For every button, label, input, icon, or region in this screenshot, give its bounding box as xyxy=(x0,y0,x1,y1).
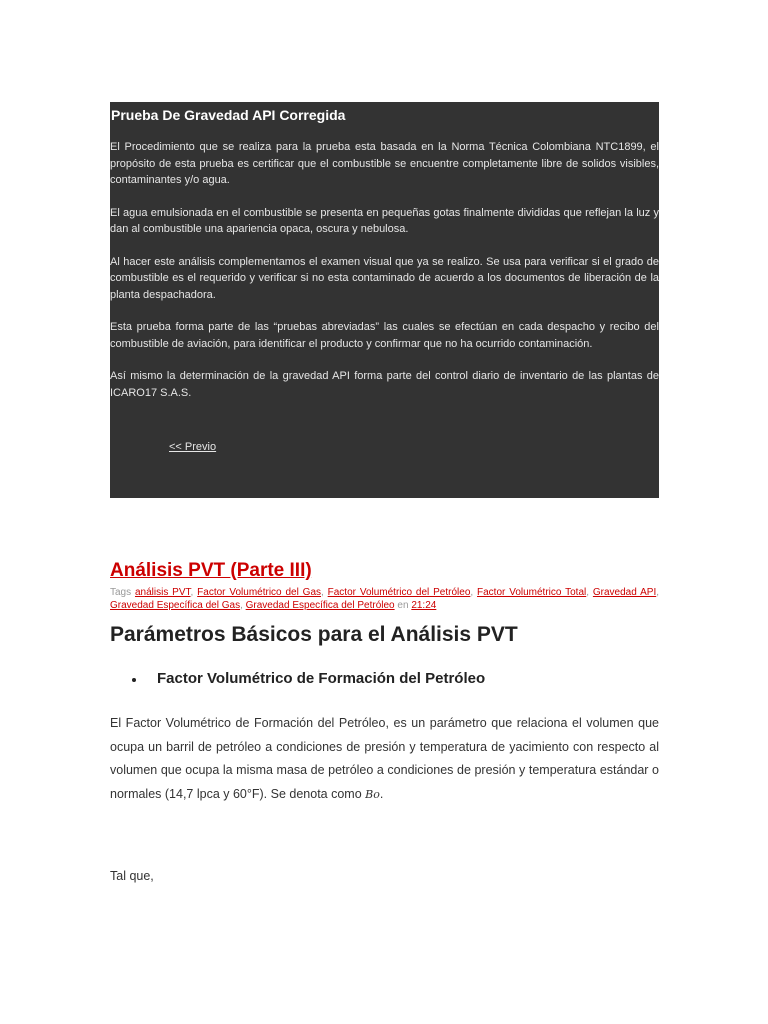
bullet-text: Factor Volumétrico de Formación del Petróleo xyxy=(157,670,486,687)
body-paragraph xyxy=(110,712,659,806)
tag-link-factor-volumetrico-petroleo[interactable]: Factor Volumétrico del Petróleo xyxy=(327,587,471,598)
api-gravity-box xyxy=(110,102,659,498)
tag-link-analisis-pvt[interactable]: análisis PVT xyxy=(134,587,191,598)
bullet-item xyxy=(110,670,485,687)
tag-link-factor-volumetrico-total[interactable]: Factor Volumétrico Total xyxy=(477,587,587,598)
box-paragraph-4: Esta prueba forma parte de las “pruebas abreviadas” las cuales se efectúan en cada despacho y recibo del combustible de aviación, para identificar el producto y confirmar que no ha ocurrido contaminación. xyxy=(110,321,659,350)
en-label: en xyxy=(397,600,409,611)
tag-link-gravedad-especifica-gas[interactable]: Gravedad Específica del Gas xyxy=(110,600,241,611)
bullet-list xyxy=(110,670,485,687)
box-paragraph-2: El agua emulsionada en el combustible se presenta en pequeñas gotas finalmente divididas que reflejan la luz y dan al combustible una apariencia opaca, oscura y nebulosa. xyxy=(110,206,659,235)
tag-link-gravedad-especifica-petroleo[interactable]: Gravedad Específica del Petróleo xyxy=(245,600,395,611)
box-paragraph-3: Al hacer este análisis complementamos el examen visual que ya se realizo. Se usa para verificar si el grado de combustible es el requerido y verificar si no esta contaminado de acuerdo a los documentos de liberación de la planta despachadora. xyxy=(110,255,659,301)
tag-link-gravedad-api[interactable]: Gravedad API xyxy=(592,587,657,598)
box-paragraph-5: Así mismo la determinación de la gravedad API forma parte del control diario de inventario de las plantas de ICARO17 S.A.S. xyxy=(110,370,659,399)
bo-symbol: Bo xyxy=(365,787,380,801)
tal-que-text: Tal que, xyxy=(110,869,154,883)
section-heading: Parámetros Básicos para el Análisis PVT xyxy=(110,623,518,646)
tag-link-factor-volumetrico-gas[interactable]: Factor Volumétrico del Gas xyxy=(197,587,321,598)
box-paragraph-1: El Procedimiento que se realiza para la prueba esta basada en la Norma Técnica Colombiana NTC1899, el propósito de esta prueba es certificar que el combustible se encuentre completamente libre de solidos visibles, contaminantes y/o agua. xyxy=(110,141,659,186)
tags-label: Tags xyxy=(110,587,132,598)
previous-link[interactable]: << Previo xyxy=(169,441,217,453)
body-text: El Factor Volumétrico de Formación del Petróleo, es un parámetro que relaciona el volumen que ocupa un barril de petróleo a condiciones de presión y temperatura de yacimiento con respecto al volumen que ocupa la misma masa de petróleo a condiciones de presión y temperatura estándar o normales (14,7 lpca y 60°F). Se denota como xyxy=(110,716,659,801)
post-tags: Tags análisis PVT, Factor Volumétrico del Gas, Factor Volumétrico del Petróleo, Factor Volumétrico Total, Gravedad API, Gravedad Específica del Gas, Gravedad Específica del Petróleo en 21:24 xyxy=(110,587,660,611)
body-end: . xyxy=(379,786,384,801)
bullet-dot-icon xyxy=(132,678,136,682)
post-time-link[interactable]: 21:24 xyxy=(411,600,437,611)
box-title: Prueba De Gravedad API Corregida xyxy=(111,107,346,123)
post-title-link[interactable]: Análisis PVT (Parte III) xyxy=(110,560,312,581)
